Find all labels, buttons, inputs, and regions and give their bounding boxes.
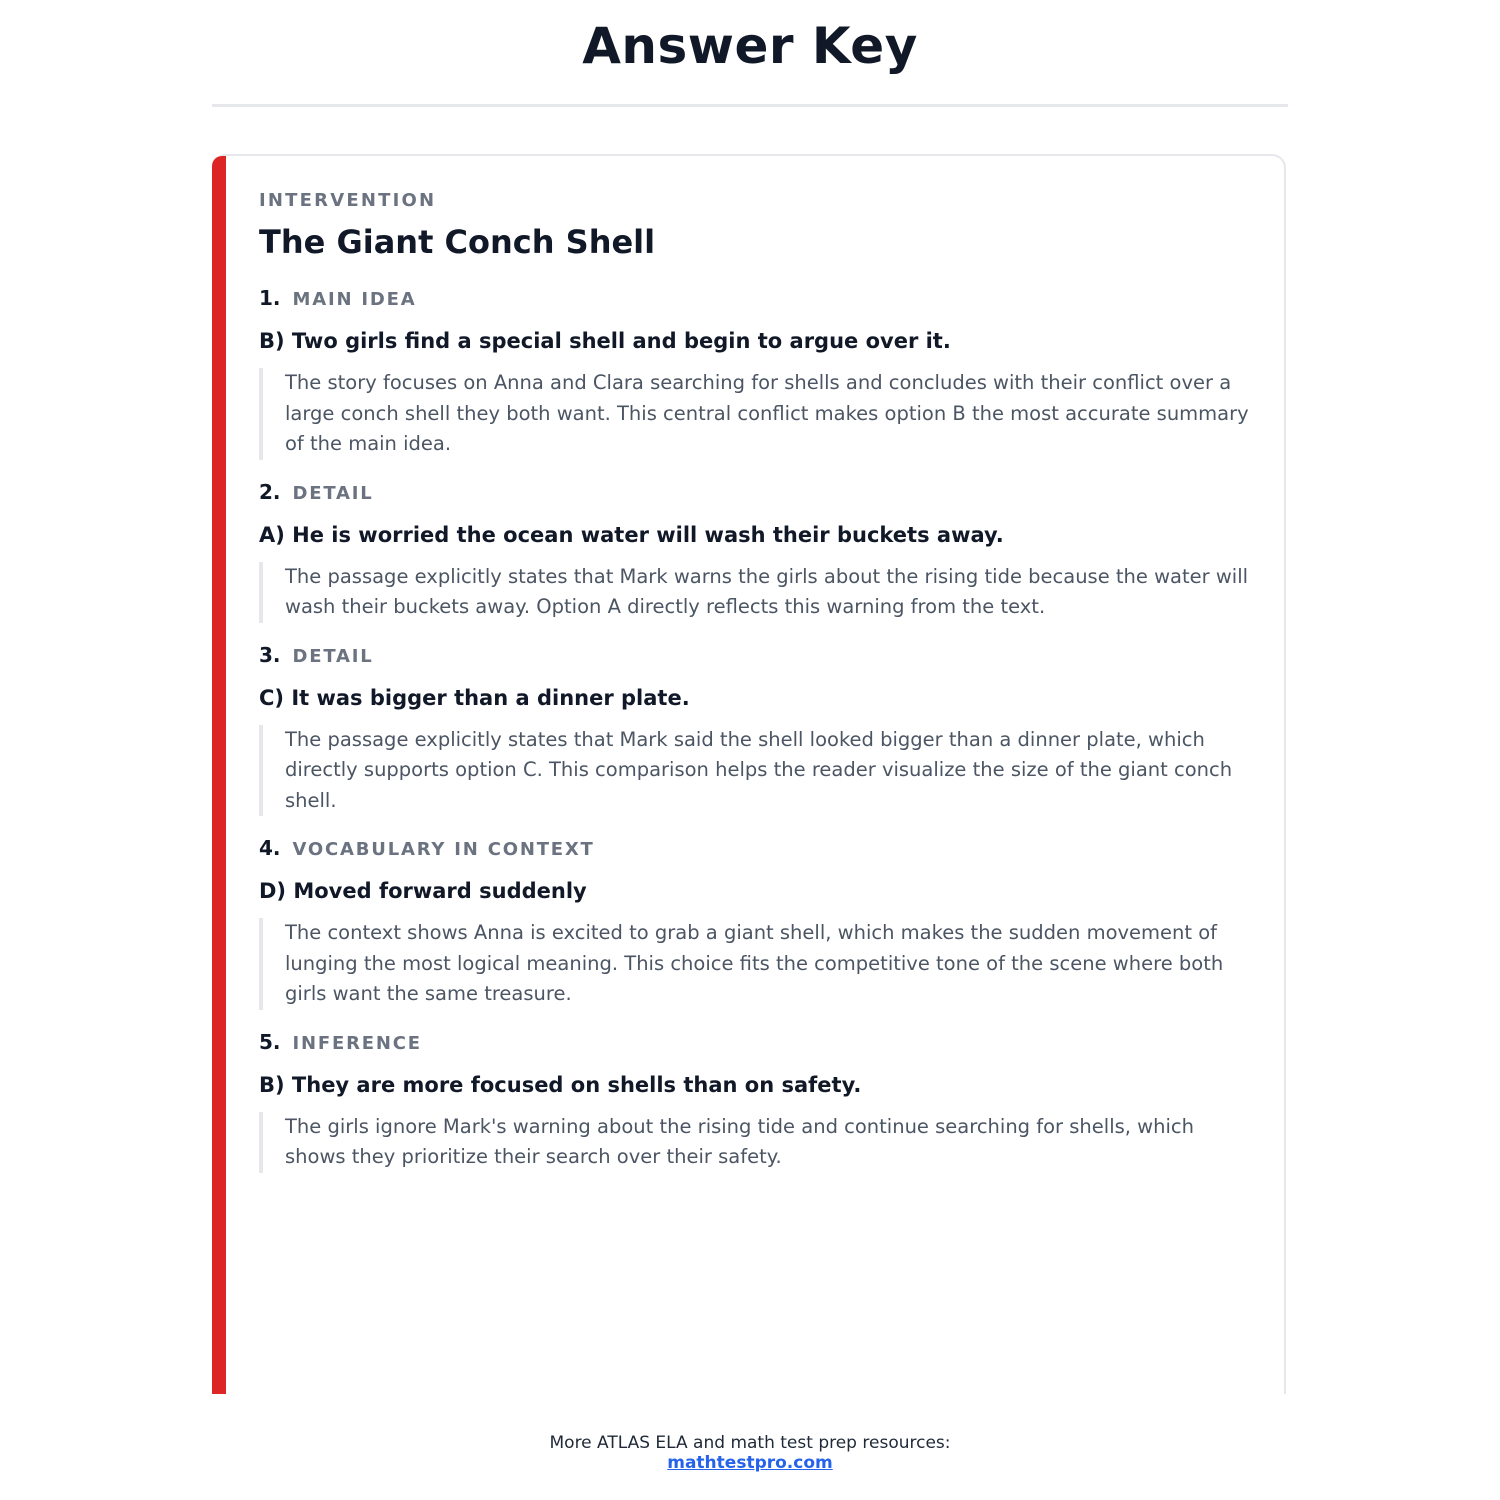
correct-answer: B) They are more focused on shells than on safety. bbox=[259, 1072, 862, 1097]
passage-title: The Giant Conch Shell bbox=[259, 223, 656, 261]
answer-explanation: The story focuses on Anna and Clara searching for shells and concludes with their conflict over a large conch shell they both want. This central conflict makes option B the most accurate summary of the main idea. bbox=[259, 368, 1259, 460]
question-number: 1. bbox=[259, 286, 281, 310]
footer bbox=[0, 1433, 1500, 1473]
question-type: DETAIL bbox=[292, 482, 374, 504]
question-item bbox=[259, 286, 1259, 460]
question-item bbox=[259, 836, 1259, 1010]
question-item bbox=[259, 480, 1259, 623]
question-number: 3. bbox=[259, 642, 281, 667]
question-type: MAIN IDEA bbox=[292, 289, 417, 310]
card-accent-bar bbox=[212, 156, 226, 1394]
question-type: DETAIL bbox=[292, 645, 374, 667]
answer-explanation: The girls ignore Mark's warning about the rising tide and continue searching for shells, which shows they prioritize their search over their safety. bbox=[259, 1112, 1259, 1173]
answer-explanation: The context shows Anna is excited to grab a giant shell, which makes the sudden movement of lunging the most logical meaning. This choice fits the competitive tone of the scene where both girls want the same treasure. bbox=[259, 918, 1259, 1010]
footer-link[interactable]: mathtestpro.com bbox=[667, 1453, 833, 1473]
question-type: INFERENCE bbox=[292, 1032, 422, 1054]
answer-explanation: The passage explicitly states that Mark warns the girls about the rising tide because the water will wash their buckets away. Option A directly reflects this warning from the text. bbox=[259, 562, 1259, 623]
question-number: 4. bbox=[259, 836, 281, 860]
title-divider bbox=[212, 104, 1288, 107]
correct-answer: B) Two girls find a special shell and begin to argue over it. bbox=[259, 329, 951, 353]
question-type: VOCABULARY IN CONTEXT bbox=[292, 839, 595, 860]
section-label: INTERVENTION bbox=[259, 190, 437, 211]
correct-answer: D) Moved forward suddenly bbox=[259, 879, 587, 903]
question-number: 5. bbox=[259, 1029, 281, 1054]
answer-card-content bbox=[259, 186, 1259, 1173]
answer-explanation: The passage explicitly states that Mark said the shell looked bigger than a dinner plate, which directly supports option C. This comparison helps the reader visualize the size of the giant conch shell. bbox=[259, 725, 1259, 817]
correct-answer: A) He is worried the ocean water will wash their buckets away. bbox=[259, 522, 1004, 547]
page-title: Answer Key bbox=[582, 17, 918, 75]
footer-text: More ATLAS ELA and math test prep resources: bbox=[549, 1433, 951, 1453]
question-item bbox=[259, 643, 1259, 817]
question-item bbox=[259, 1030, 1259, 1173]
question-number: 2. bbox=[259, 479, 281, 504]
correct-answer: C) It was bigger than a dinner plate. bbox=[259, 685, 690, 710]
